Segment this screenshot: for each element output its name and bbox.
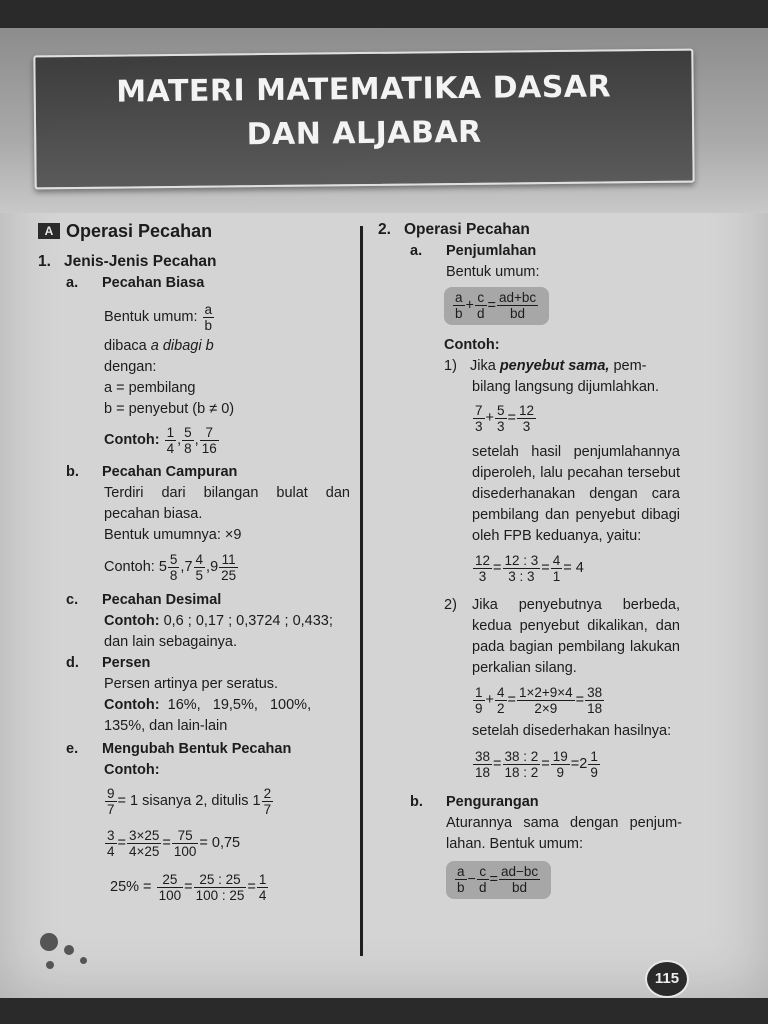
chapter-title-line1: MATERI MATEMATIKA DASAR [116, 69, 612, 110]
item-b-desc: Terdiri dari bilangan bulat dan pecahan biasa. [104, 485, 350, 522]
item-b-heading: b. Pecahan Campuran [66, 464, 238, 480]
formula-e1: $\frac{9}{7}$ = 1 sisanya 2, ditulis 1 $\frac{2}{7}$ [107, 785, 272, 817]
right-item-a-form-label: Bentuk umum: [446, 264, 540, 280]
item-a-def1: a = pembilang [104, 380, 196, 396]
example-1-text: setelah hasil penjumlahannya diperoleh, lalu pecahan tersebut disederhanakan dengan cara pembilang dan penyebut dibagi oleh FPB keduanya, yaitu: [472, 444, 680, 544]
section-heading [38, 218, 350, 244]
subtraction-formula-box: $\frac{a}{b}$ − $\frac{c}{d}$ = $\frac{ad-bc}{bd}$ [378, 861, 698, 899]
formula-e2: $\frac{3}{4}$ = $\frac{3\times 25}{4\times 25}$ = $\frac{75}{100}$ = 0,75 [107, 827, 241, 859]
chapter-banner [33, 49, 694, 190]
subsection-1 [38, 250, 350, 273]
item-c-example2: dan lain sebagainya. [104, 634, 238, 650]
item-a-with: dengan: [104, 359, 157, 375]
item-b-form: Bentuk umumnya: ×9 [104, 527, 242, 543]
right-item-a-heading: a. Penjumlahan [410, 243, 537, 259]
item-e-example-label: Contoh: [104, 762, 160, 778]
page-number: 115 [645, 960, 689, 998]
item-c-heading: c. Pecahan Desimal [66, 592, 222, 608]
example-2: 2) Jika penyebutnya berbeda, kedua penyebut dikalikan, dan pada bagian pembilang lakukan perkalian silang. [378, 595, 698, 679]
example-1-line2: bilang langsung dijumlahkan. [472, 379, 660, 395]
formula-e3: 25% = $\frac{25}{100}$ = $\frac{25 : 25}{100 : 25}$ = $\frac{1}{4}$ [110, 871, 267, 903]
example-1-formula: $\frac{7}{3}$ + $\frac{5}{3}$ = $\frac{12}{3}$ [475, 402, 534, 434]
item-d-example: Contoh: 16%, 19,5%, 100%, [104, 697, 312, 713]
item-d-desc: Persen artinya per seratus. [104, 676, 279, 692]
book-page [0, 28, 768, 998]
right-item-b-text: Aturannya sama dengan penjum-lahan. Bentuk umum: [446, 815, 682, 852]
subsection-number: 1. [38, 253, 51, 270]
example-2-text: Jika penyebutnya berbeda, kedua penyebut dikalikan, dan pada bagian pembilang lakukan perkalian silang. [472, 597, 680, 676]
example-2-simplify: $\frac{38}{18}$ = $\frac{38 : 2}{18 : 2}$ = $\frac{19}{9}$ =2 $\frac{1}{9}$ [475, 748, 598, 780]
item-a-example: Contoh: $\frac{1}{4}$ , $\frac{5}{8}$ , $\frac{7}{16}$ [104, 424, 217, 456]
right-item-b-heading: b. Pengurangan [410, 794, 539, 810]
section-badge: A [38, 223, 60, 239]
chapter-title [35, 51, 692, 160]
item-b-example: Contoh: 5 $\frac{5}{8}$ ,7 $\frac{4}{5}$ ,9 $\frac{11}{25}$ [104, 551, 237, 583]
column-divider [360, 226, 363, 956]
subsection-title: Jenis-Jenis Pecahan [64, 253, 217, 270]
section-title: Operasi Pecahan [66, 221, 213, 241]
right-example-label: Contoh: [444, 337, 500, 353]
addition-formula-box: $\frac{a}{b}$ + $\frac{c}{d}$ = $\frac{ad+bc}{bd}$ [378, 287, 698, 325]
item-c-example: Contoh: 0,6 ; 0,17 ; 0,3724 ; 0,433; [104, 613, 333, 629]
left-column [38, 218, 350, 909]
chapter-title-line2: DAN ALJABAR [246, 114, 482, 153]
item-d-heading: d. Persen [66, 655, 151, 671]
example-1-simplify: $\frac{12}{3}$ = $\frac{12 : 3}{3 : 3}$ = $\frac{4}{1}$ = 4 [475, 552, 584, 584]
item-a-form: Bentuk umum: $\frac{a}{b}$ [104, 301, 213, 333]
example-1-line1: 1) Jika penyebut sama, pem- [444, 358, 647, 374]
item-a-read: dibaca a dibagi b [104, 338, 214, 354]
example-2-formula: $\frac{1}{9}$ + $\frac{4}{2}$ = $\frac{1\times 2+9\times 4}{2\times 9}$ = $\frac{38}{18}$ [475, 684, 603, 716]
subsection-2: 2. Operasi Pecahan [378, 221, 530, 238]
fraction: $\frac{a}{b}$ [204, 301, 213, 333]
item-e-heading: e. Mengubah Bentuk Pecahan [66, 741, 292, 757]
right-column [378, 218, 698, 899]
example-2-after: setelah disederhakan hasilnya: [472, 723, 672, 739]
item-a-def2: b = penyebut (b ≠ 0) [104, 401, 235, 417]
item-d-example2: 135%, dan lain-lain [104, 718, 228, 734]
item-a-heading: a. Pecahan Biasa [66, 275, 205, 291]
